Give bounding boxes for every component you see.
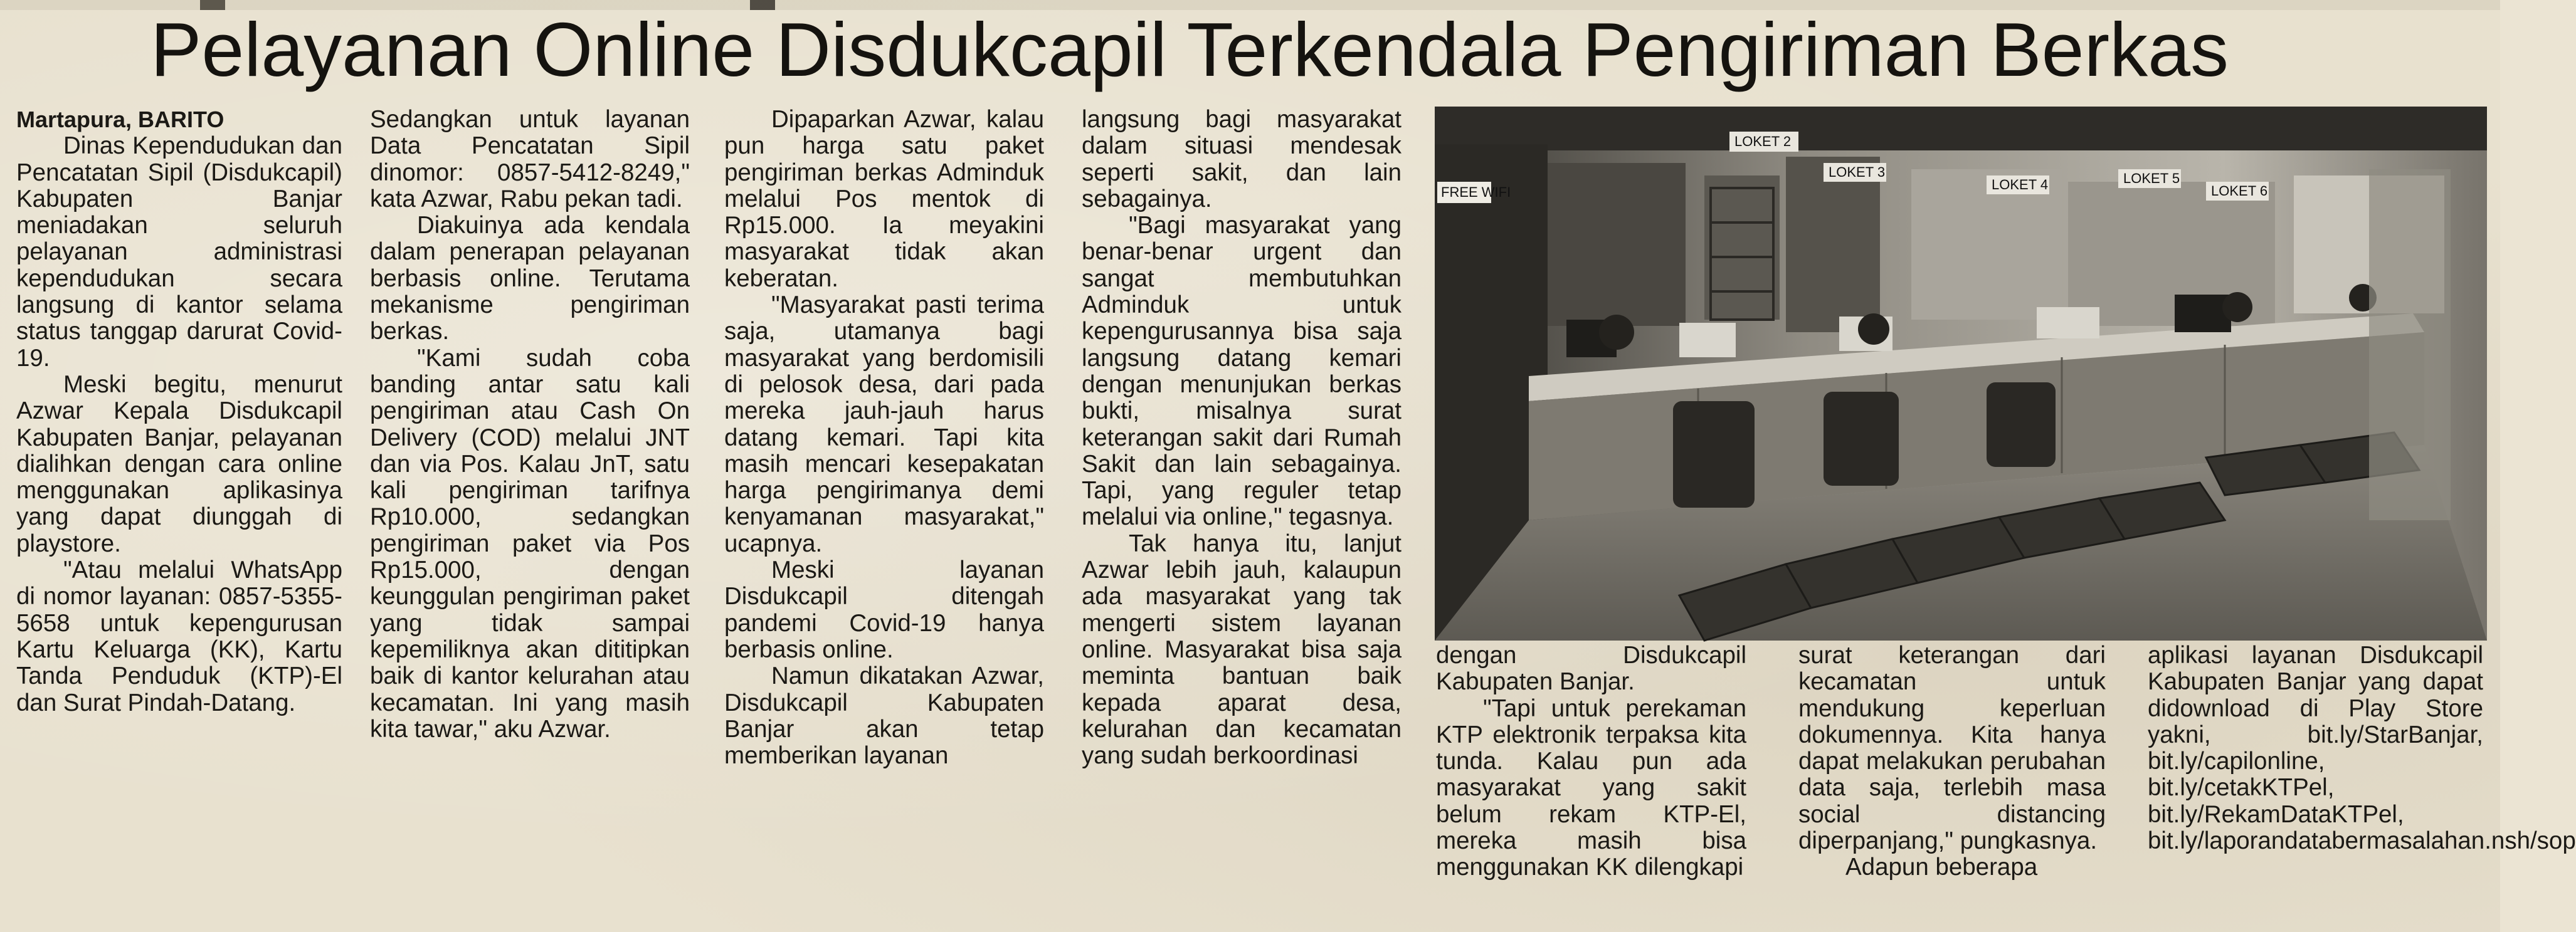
paragraph: Adapun beberapa xyxy=(1845,854,2038,881)
paragraph: "Tapi untuk perekaman KTP elektronik terpaksa kita tunda. Kalau pun ada masyarakat yang sakit belum rekam KTP-El, mereka masih bisa menggunakan KK dilengkapi xyxy=(1436,694,1746,881)
paragraph: Dipaparkan Azwar, kalau pun harga satu paket pengiriman berkas Adminduk melalui Pos mentok di Rp15.000. Ia meyakini masyarakat tidak akan keberatan. xyxy=(724,106,1044,292)
paragraph: surat keterangan dari kecamatan untuk mendukung keperluan dokumennya. Kita hanya dapat melakukan perubahan data saja, terlebih masa social distancing diperpanjang," pungkasnya. xyxy=(1798,642,2106,855)
column-2 xyxy=(370,107,690,743)
column-3 xyxy=(724,107,1044,769)
column-7 xyxy=(2148,642,2576,855)
office-counter-photo xyxy=(1435,107,2487,641)
paragraph: Meski layanan Disdukcapil ditengah pandemi Covid-19 hanya berbasis online. xyxy=(724,557,1044,663)
paragraph: dengan Disdukcapil Kabupaten Banjar. xyxy=(1436,642,1746,696)
column-4 xyxy=(1082,107,1401,769)
column-6 xyxy=(1798,642,2106,881)
paragraph: Sedangkan untuk layanan Data Pencatatan Sipil dinomor: 0857-5412-8249," kata Azwar, Rabu pekan tadi. xyxy=(370,106,690,212)
paragraph: Dinas Kependudukan dan Pencatatan Sipil (Disdukcapil) Kabupaten Banjar meniadakan seluruh pelayanan administrasi kependudukan secara langsung di kantor selama status tanggap darurat Covid-19. xyxy=(16,132,342,372)
paragraph: Meski begitu, menurut Azwar Kepala Disdukcapil Kabupaten Banjar, pelayanan dialihkan dengan cara online menggunakan aplikasinya yang dapat diunggah di playstore. xyxy=(16,370,342,557)
headline: Pelayanan Online Disdukcapil Terkendala Pengiriman Berkas xyxy=(150,7,2229,92)
paragraph: langsung bagi masyarakat dalam situasi mendesak seperti sakit, dan lain sebagainya. xyxy=(1082,106,1401,212)
loket-4-sign: LOKET 4 xyxy=(1992,177,2049,192)
loket-5-sign: LOKET 5 xyxy=(2123,170,2180,186)
paragraph: "Bagi masyarakat yang benar-benar urgent dan sangat membutuhkan Adminduk untuk kepengurusannya bisa saja langsung datang kemari dengan menunjukan berkas bukti, misalnya surat keterangan sakit dari Rumah Sakit dan lain sebagainya. Tapi, yang reguler tetap melalui via online," tegasnya. xyxy=(1082,212,1401,531)
free-wifi-sign: FREE WIFI xyxy=(1441,184,1511,200)
dateline: Martapura, BARITO xyxy=(16,107,224,132)
paragraph: "Kami sudah coba banding antar satu kali pengiriman atau Cash On Delivery (COD) melalui JNT dan via Pos. Kalau JnT, satu kali pengiriman tarifnya Rp10.000, sedangkan pengiriman paket via Pos Rp15.000, dengan keunggulan pengiriman paket yang tidak sampai kepemiliknya akan dititipkan baik di kantor kelurahan atau kecamatan. Ini yang masih kita tawar," aku Azwar. xyxy=(370,344,690,743)
column-1 xyxy=(16,107,342,716)
paragraph: Namun dikatakan Azwar, Disdukcapil Kabupaten Banjar akan tetap memberikan layanan xyxy=(724,662,1044,770)
paragraph: Tak hanya itu, lanjut Azwar lebih jauh, kalaupun ada masyarakat yang tak mengerti sistem layanan online. Masyarakat bisa saja meminta bantuan baik kepada aparat desa, kelurahan dan kecamatan yang sudah berkoordinasi xyxy=(1082,530,1401,770)
loket-3-sign: LOKET 3 xyxy=(1829,164,1886,180)
news-photo xyxy=(1435,107,2487,641)
loket-2-sign: LOKET 2 xyxy=(1734,134,1792,149)
column-5 xyxy=(1436,642,1746,881)
paragraph: "Atau melalui WhatsApp di nomor layanan: 0857-5355-5658 untuk kepengurusan Kartu Keluarga (KK), Kartu Tanda Penduduk (KTP)-El dan Surat Pindah-Datang. xyxy=(16,557,342,716)
paragraph: aplikasi layanan Disdukcapil Kabupaten Banjar yang dapat didownload di Play Store yakni, bit.ly/StarBanjar, bit.ly/capilonline, bit.ly/cetakKTPel, bit.ly/RekamDataKTPel, bit.ly/laporandatabermasalahan.nsh/sop xyxy=(2148,642,2576,855)
paragraph: Diakuinya ada kendala dalam penerapan pelayanan berbasis online. Terutama mekanisme pengiriman berkas. xyxy=(370,212,690,345)
paragraph: "Masyarakat pasti terima saja, utamanya bagi masyarakat yang berdomisili di pelosok desa, dari pada mereka jauh-jauh harus datang kemari. Tapi kita masih mencari kesepakatan harga pengirimanya demi kenyamanan masyarakat," ucapnya. xyxy=(724,291,1044,557)
loket-6-sign: LOKET 6 xyxy=(2211,183,2268,199)
